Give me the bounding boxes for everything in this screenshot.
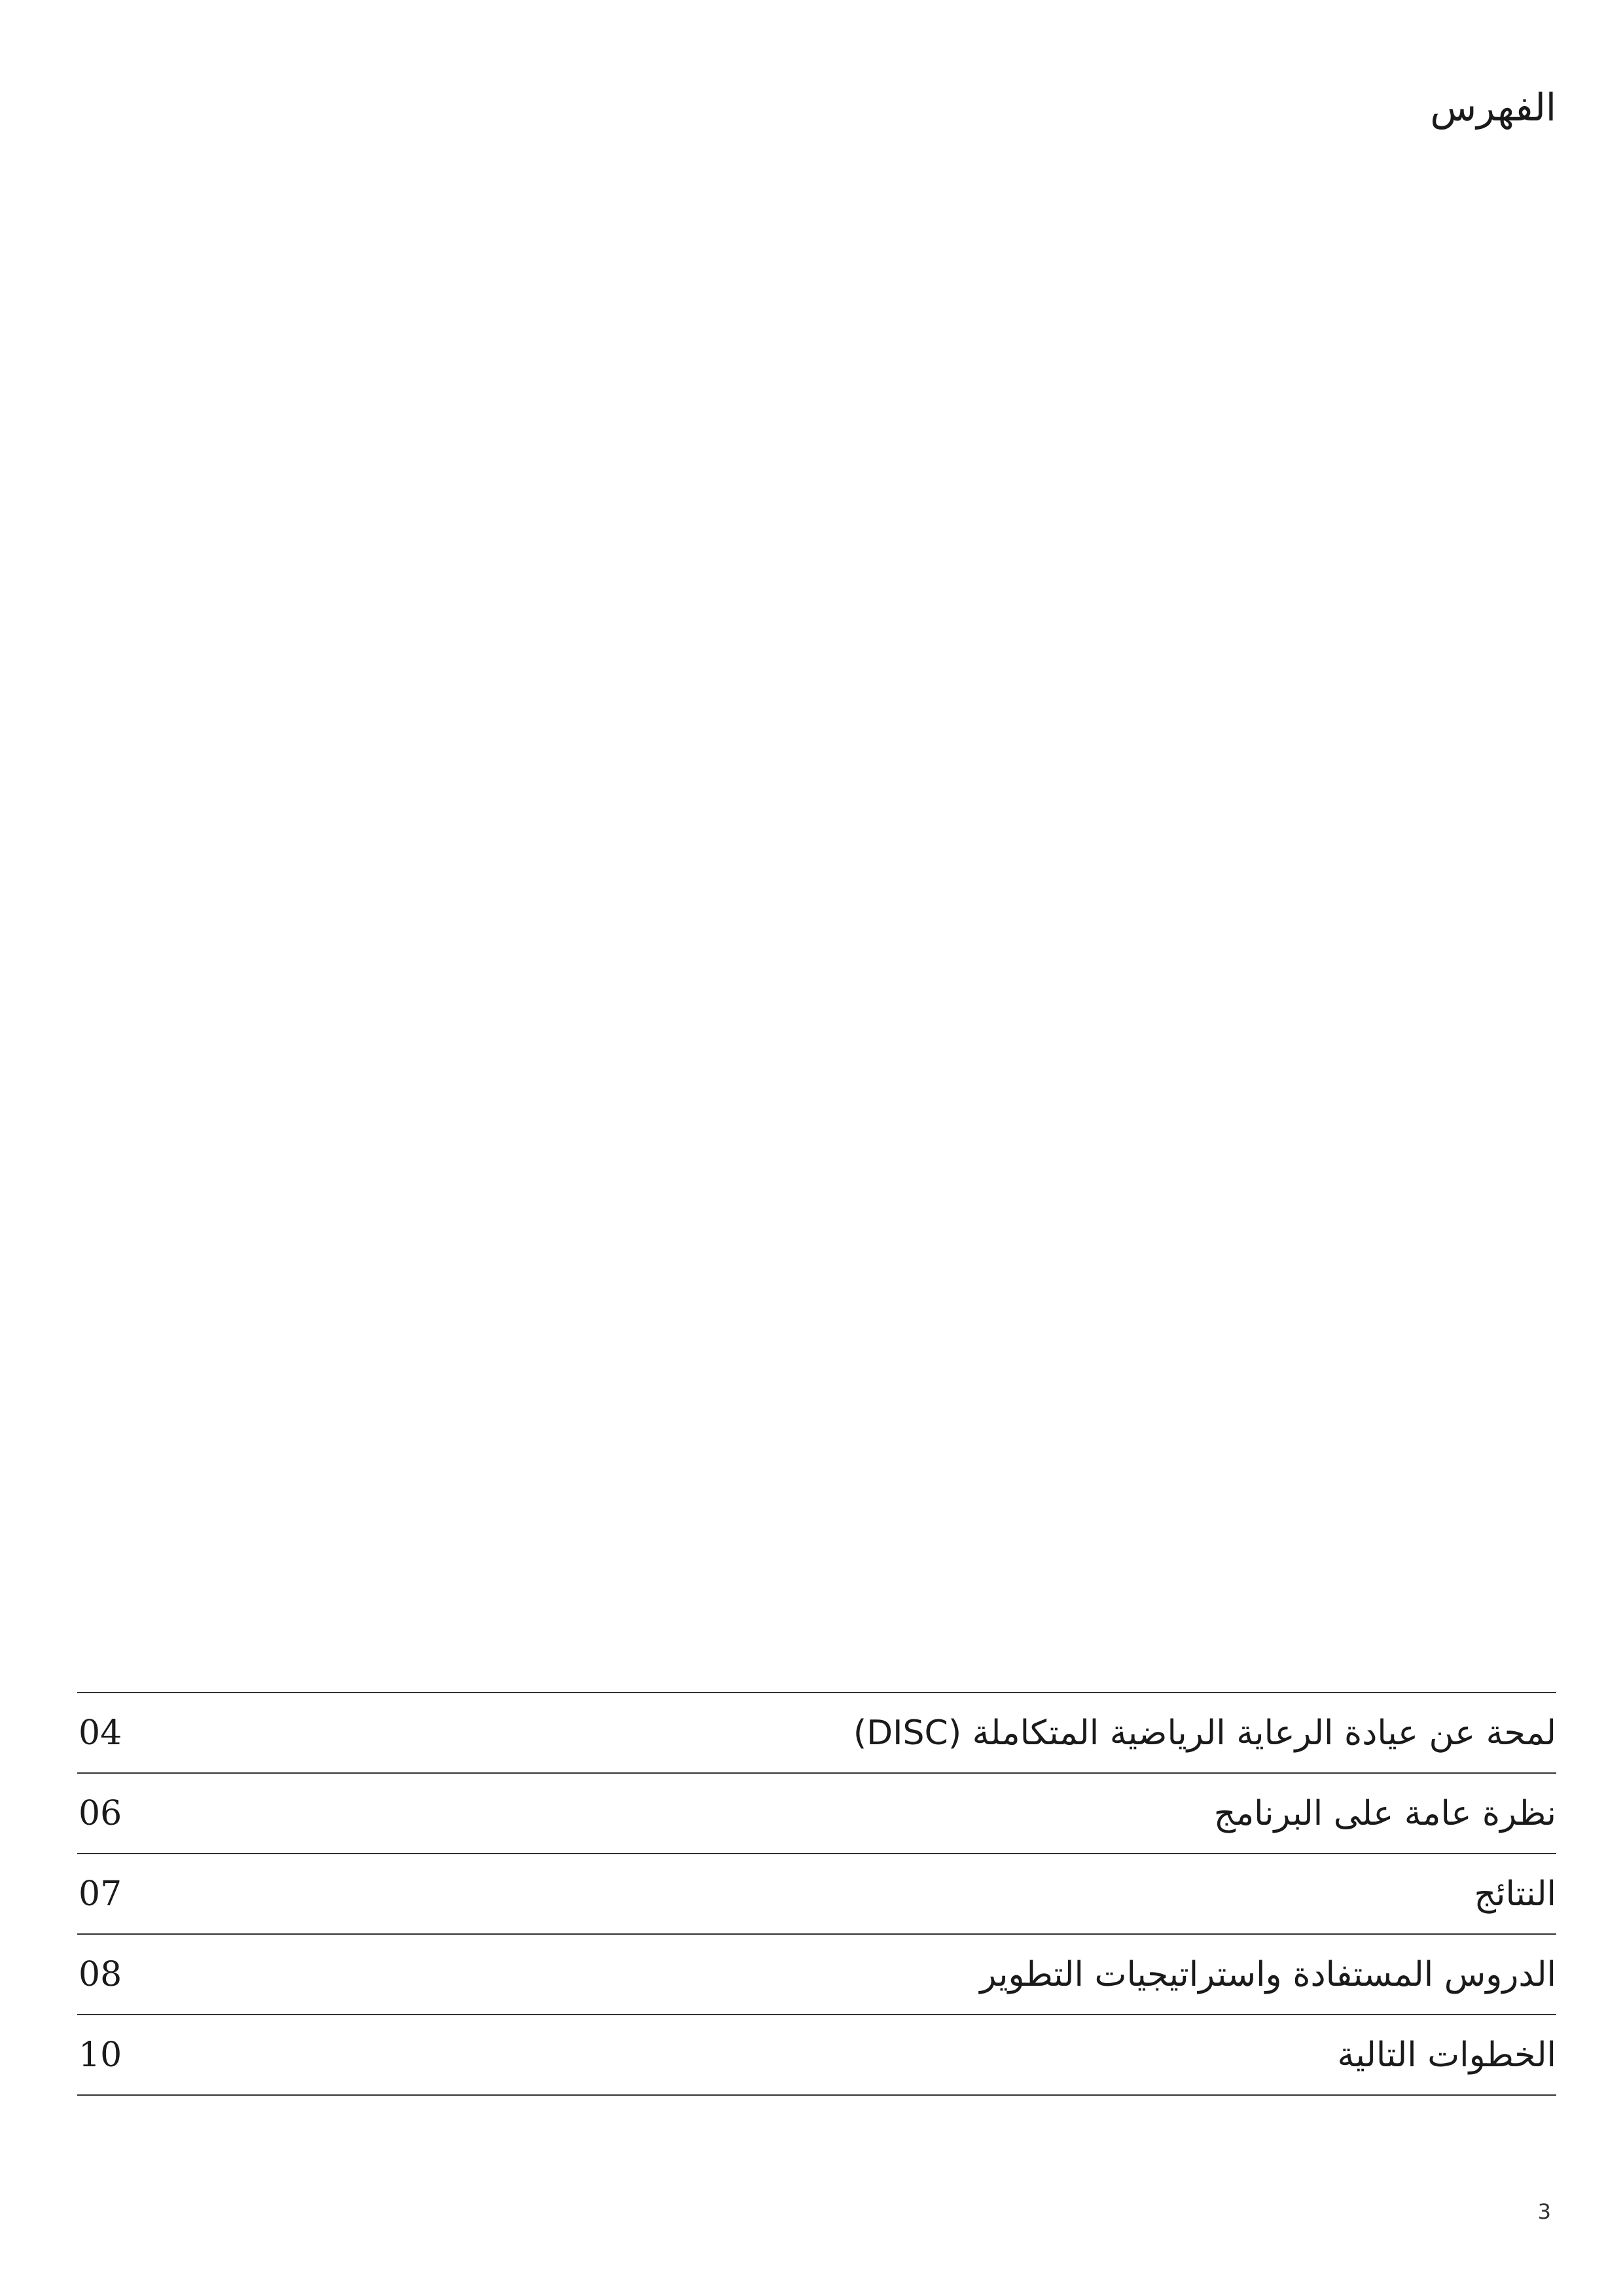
toc-entry[interactable] bbox=[77, 1774, 1556, 1854]
page-number: 3 bbox=[1537, 2199, 1551, 2224]
toc-entry-page: 08 bbox=[79, 1954, 122, 1994]
toc-entry[interactable] bbox=[77, 1693, 1556, 1774]
toc-entry-title: نظرة عامة على البرنامج bbox=[1213, 1793, 1556, 1833]
toc-entry-title: الدروس المستفادة واستراتيجيات التطوير bbox=[980, 1954, 1556, 1994]
toc-entry-title: النتائج bbox=[1474, 1874, 1556, 1914]
toc-entry[interactable] bbox=[77, 1854, 1556, 1935]
page-title: الفهرس bbox=[1430, 85, 1556, 130]
toc-entry-page: 04 bbox=[79, 1713, 122, 1753]
toc-entry-page: 07 bbox=[79, 1874, 122, 1914]
toc-entry[interactable] bbox=[77, 2015, 1556, 2096]
toc-entry[interactable] bbox=[77, 1935, 1556, 2015]
toc-entry-title: لمحة عن عيادة الرعاية الرياضية المتكاملة (DISC) bbox=[853, 1713, 1556, 1753]
toc-entry-title: الخطوات التالية bbox=[1337, 2035, 1556, 2075]
toc-entry-page: 06 bbox=[79, 1793, 122, 1833]
toc-entry-page: 10 bbox=[79, 2035, 122, 2075]
table-of-contents bbox=[77, 1692, 1556, 2096]
